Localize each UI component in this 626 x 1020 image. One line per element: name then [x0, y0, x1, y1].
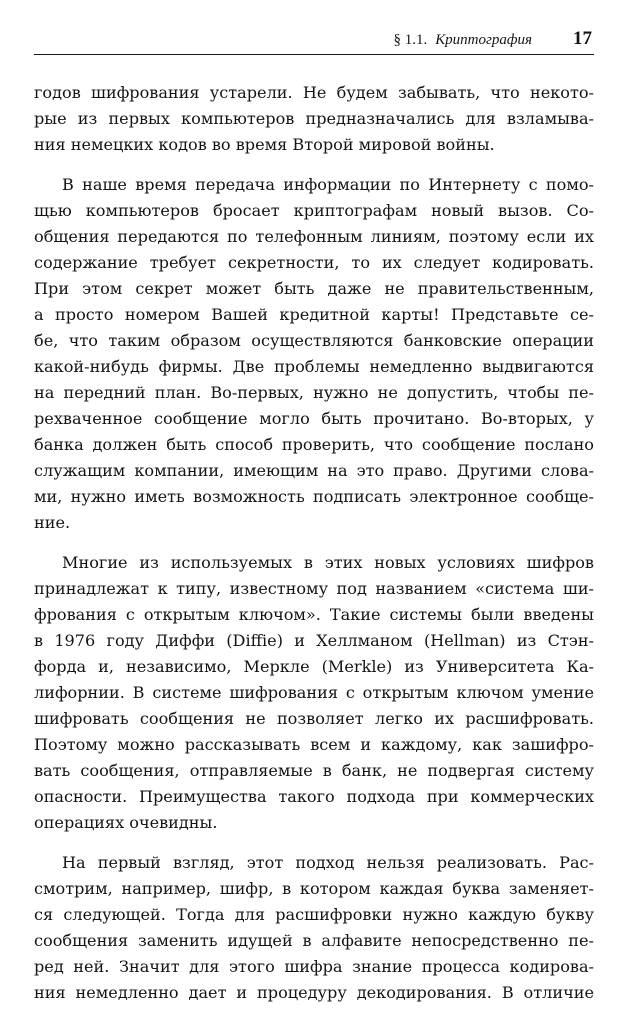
text-line: в 1976 году Диффи (Diffie) и Хеллманом (Hellman) из Стэн-	[34, 631, 594, 650]
text-line: операциях очевидны.	[34, 813, 218, 832]
text-line: рые из первых компьютеров предназначались для взламыва-	[34, 109, 594, 128]
text-line: ния немецких кодов во время Второй мировой войны.	[34, 135, 495, 154]
text-line: ния немедленно дает и процедуру декодирования. В отличие	[34, 983, 594, 1002]
text-line: опасности. Преимущества такого подхода при коммерческих	[34, 787, 594, 806]
text-line: форда и, независимо, Меркле (Merkle) из Университета Ка-	[34, 657, 594, 676]
text-line: рехваченное сообщение могло быть прочитано. Во-вторых, у	[34, 409, 594, 428]
text-line: ред ней. Значит для этого шифра знание процесса кодирова-	[34, 957, 594, 976]
text-line: банка должен быть способ проверить, что сообщение послано	[34, 435, 594, 454]
text-line: принадлежат к типу, известному под названием «система ши-	[34, 579, 594, 598]
text-line: Многие из используемых в этих новых условиях шифров	[62, 553, 594, 572]
text-line: На первый взгляд, этот подход нельзя реализовать. Рас-	[62, 853, 594, 872]
text-line: щью компьютеров бросает криптографам новый вызов. Со-	[34, 201, 594, 220]
text-line: сообщения заменить идущей в алфавите непосредственно пе-	[34, 931, 594, 950]
text-line: смотрим, например, шифр, в котором каждая буква заменяет-	[34, 879, 594, 898]
text-line: лифорнии. В системе шифрования с открытым ключом умение	[34, 683, 594, 702]
text-line: фрования с открытым ключом». Такие системы были введены	[34, 605, 594, 624]
text-line: В наше время передача информации по Интернету с помо-	[62, 175, 594, 194]
text-line: содержание требует секретности, то их следует кодировать.	[34, 253, 594, 272]
text-line: вать сообщения, отправляемые в банк, не подвергая систему	[34, 761, 594, 780]
text-line: общения передаются по телефонным линиям, поэтому если их	[34, 227, 594, 246]
paragraph-3	[34, 550, 594, 836]
section-number: § 1.1.	[393, 32, 428, 48]
text-line: на передний план. Во-первых, нужно не допустить, чтобы пе-	[34, 383, 594, 402]
text-line: шифровать сообщения не позволяет легко их расшифровать.	[34, 709, 594, 728]
text-line: а просто номером Вашей кредитной карты! Представьте се-	[34, 305, 594, 324]
text-line: служащим компании, имеющим на это право. Другими слова-	[34, 461, 594, 480]
text-line: ся следующей. Тогда для расшифровки нужно каждую букву	[34, 905, 594, 924]
text-line: Поэтому можно рассказывать всем и каждому, как зашифро-	[34, 735, 594, 754]
running-head	[34, 28, 594, 55]
text-line: При этом секрет может быть даже не правительственным,	[34, 279, 594, 298]
text-line: бе, что таким образом осуществляются банковские операции	[34, 331, 594, 350]
section-title: Криптография	[435, 32, 532, 48]
text-line: ми, нужно иметь возможность подписать электронное сообще-	[34, 487, 594, 506]
body-text	[34, 80, 594, 1020]
paragraph-2	[34, 172, 594, 536]
text-line: какой-нибудь фирмы. Две проблемы немедленно выдвигаются	[34, 357, 594, 376]
paragraph-1	[34, 80, 594, 158]
paragraph-4	[34, 850, 594, 1006]
text-line: ние.	[34, 513, 71, 532]
page-number: 17	[573, 28, 592, 49]
text-line: годов шифрования устарели. Не будем забывать, что некото-	[34, 83, 594, 102]
section-header	[393, 32, 532, 49]
